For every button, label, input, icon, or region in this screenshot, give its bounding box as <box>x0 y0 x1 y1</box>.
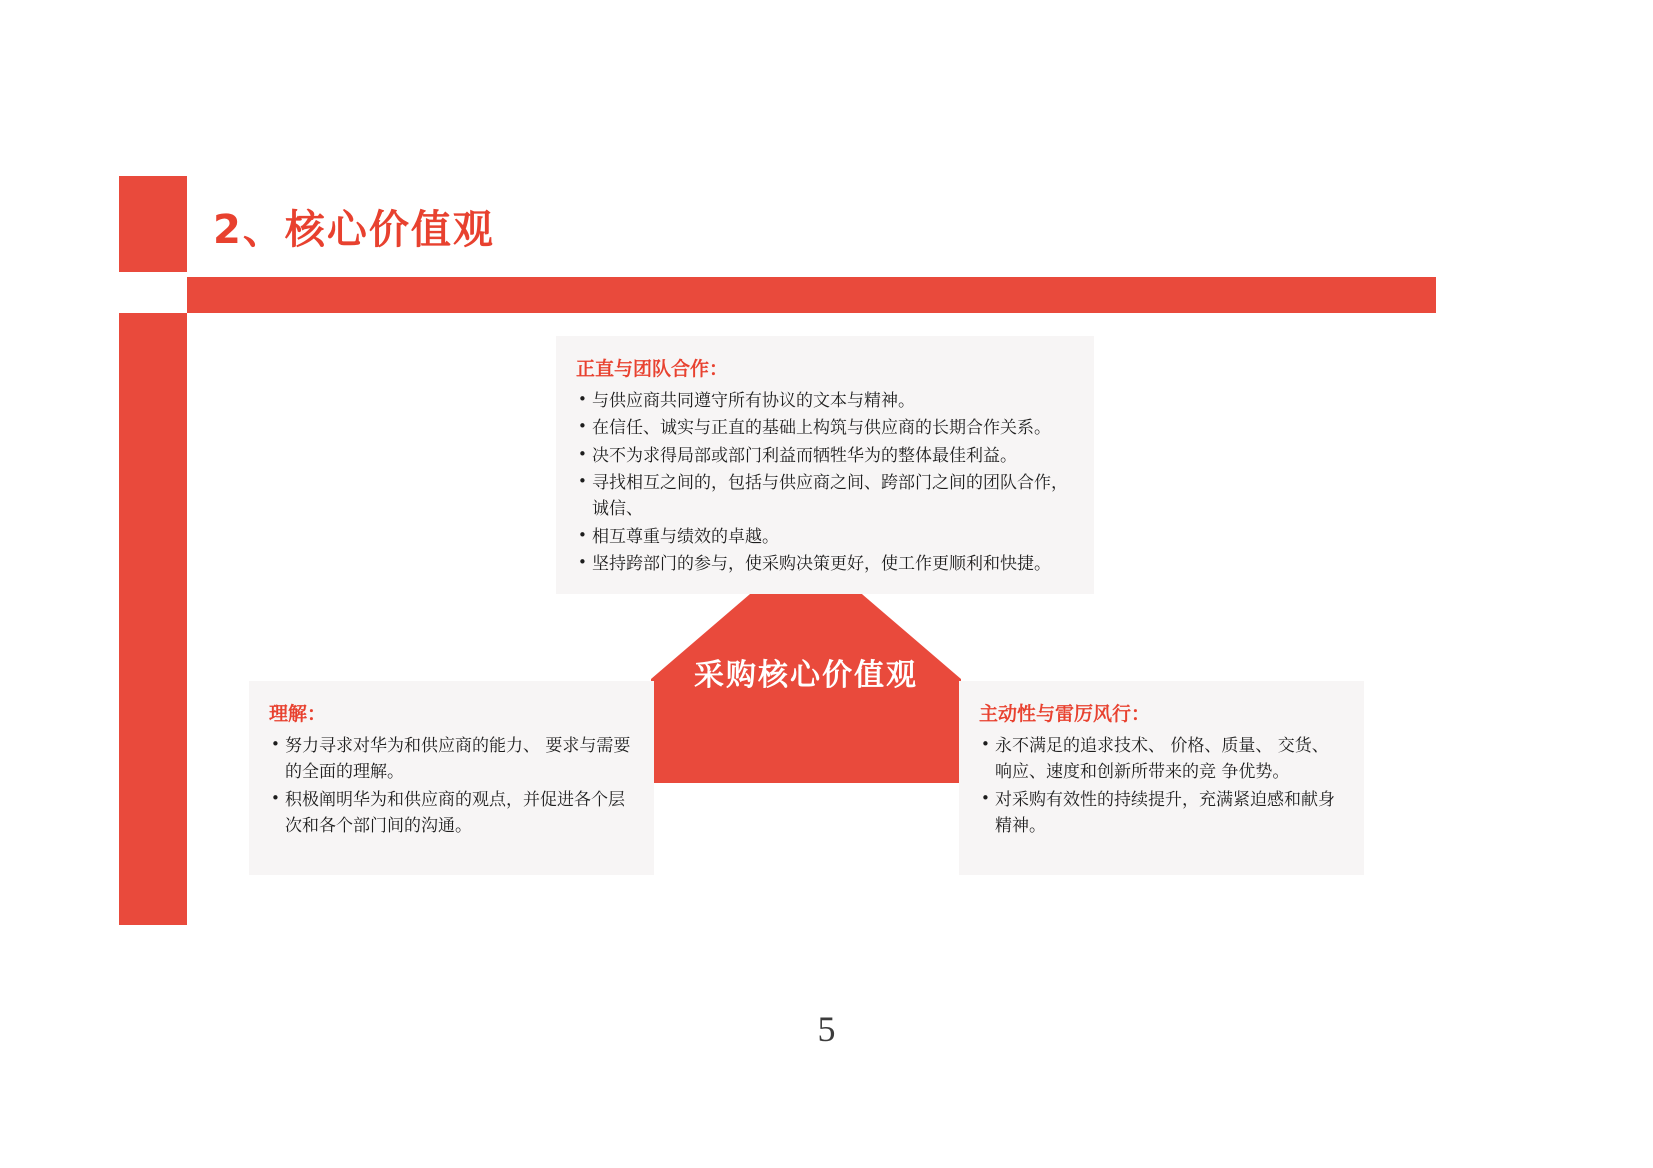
list-item: • 相互尊重与绩效的卓越。 <box>576 524 1074 550</box>
panel-initiative <box>959 681 1364 875</box>
list-item: • 决不为求得局部或部门利益而牺牲华为的整体最佳利益。 <box>576 443 1074 469</box>
panel-title: 正直与团队合作： <box>576 358 729 380</box>
panel-understanding <box>249 681 654 875</box>
panel-item-list <box>576 388 1074 577</box>
list-item: • 积极阐明华为和供应商的观点，并促进各个层次和各个部门间的沟通。 <box>269 787 634 840</box>
list-item: • 寻找相互之间的，包括与供应商之间、跨部门之间的团队合作，诚信、 <box>576 470 1074 523</box>
header-accent-bar <box>187 277 1436 313</box>
panel-title: 主动性与雷厉风行： <box>979 703 1151 725</box>
list-item: • 对采购有效性的持续提升，充满紧迫感和献身精神。 <box>979 787 1344 840</box>
panel-integrity-teamwork <box>556 336 1094 594</box>
panel-title: 理解： <box>269 703 327 725</box>
list-item: • 努力寻求对华为和供应商的能力、 要求与需要的全面的理解。 <box>269 733 634 786</box>
list-item: • 在信任、诚实与正直的基础上构筑与供应商的长期合作关系。 <box>576 415 1074 441</box>
center-arrow-label: 采购核心价值观 <box>694 658 918 693</box>
header-accent-block <box>119 176 187 272</box>
panel-item-list <box>269 733 634 839</box>
page-number: 5 <box>817 1009 836 1049</box>
list-item: • 与供应商共同遵守所有协议的文本与精神。 <box>576 388 1074 414</box>
page-title: 2、核心价值观 <box>213 207 495 253</box>
list-item: • 坚持跨部门的参与，使采购决策更好，使工作更顺利和快捷。 <box>576 551 1074 577</box>
list-item: • 永不满足的追求技术、 价格、质量、 交货、响应、速度和创新所带来的竞 争优势。 <box>979 733 1344 786</box>
left-accent-rail <box>119 313 187 925</box>
panel-item-list <box>979 733 1344 839</box>
